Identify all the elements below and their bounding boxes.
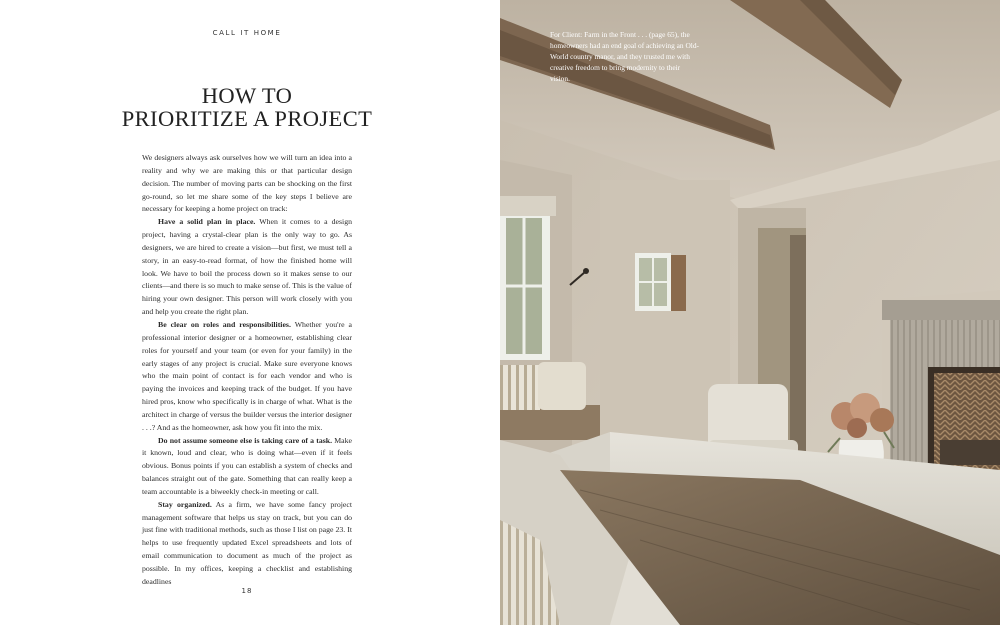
- window-seat: [500, 405, 600, 440]
- mantel: [882, 300, 1000, 320]
- intro-paragraph: We designers always ask ourselves how we will turn an idea into a reality and why we are making this or that particular design decision. The number of moving parts can be shocking on the first go-round, so let me share some of the key steps I believe are necessary for keeping a home project on track:: [142, 153, 352, 214]
- interior-photo: [500, 0, 1000, 625]
- interior-illustration: [500, 0, 1000, 625]
- page-number: 18: [241, 587, 253, 595]
- body-text: [142, 152, 352, 589]
- run-in-heading: Have a solid plan in place.: [158, 217, 256, 227]
- chapter-title: [0, 84, 494, 130]
- paragraph-organized: [142, 499, 352, 589]
- paragraph-text: Make it known, loud and clear, who is doing what—even if it feels obvious. Bonus points if you can establish a system of checks and balances straight out of the gate. Something that can really keep a team accountable is a biweekly check-in meeting or call.: [142, 435, 352, 496]
- roman-shade: [500, 196, 556, 216]
- paragraph-assume: [142, 435, 352, 499]
- paragraph-text: As a firm, we have some fancy project management software that helps us stay on track, but you can do just fine with traditional methods, such as those I list on page 23. It helps to use frequently updated Excel spreadsheets and lots of email communication to document as much of the project as possible. In my offices, keeping a checklist and establishing deadlines: [142, 499, 352, 586]
- title-line-2: PRIORITIZE A PROJECT: [121, 106, 373, 131]
- run-in-heading: Do not assume someone else is taking care of a task.: [158, 435, 333, 445]
- pillow-striped: [500, 365, 540, 410]
- title-line-1: HOW TO: [201, 83, 293, 108]
- shutter: [671, 255, 686, 311]
- firewood: [940, 440, 1000, 465]
- paragraph-roles: [142, 319, 352, 435]
- running-head: CALL IT HOME: [212, 29, 282, 37]
- paragraph-text: When it comes to a design project, having a crystal-clear plan is the only way to go. As designers, we are hired to create a vision—but first, we must tell a story, in an easy-to-read format, of how the finished home will look. We have to boil the process down so it makes sense to our clients—and there is so much to make sense of. This is the value of hiring your own designer. This person will work closely with you and help you create the right plan.: [142, 217, 352, 317]
- paragraph-solid-plan: [142, 216, 352, 319]
- run-in-heading: Be clear on roles and responsibilities.: [158, 319, 291, 329]
- run-in-heading: Stay organized.: [158, 499, 212, 509]
- paragraph-text: Whether you're a professional interior designer or a homeowner, establishing clear roles for yourself and your team (or even for your family) in the early stages of any project is crucial. Make sure everyone knows who the main point of contact is for each vendor and who is paying the invoices and keeping track of the budget. If you have hired pros, know who specifically is in charge of what. What is the architect in charge of versus the builder versus the interior designer . . .? And as the homeowner, ask how you fit into the mix.: [142, 319, 352, 432]
- photo-caption: For Client: Farm in the Front . . . (page 65), the homeowners had an end goal of achieving an Old-World country manor, and they trusted me with creative freedom to bring modernity to their vision.: [550, 30, 699, 83]
- pillow-cream: [538, 362, 586, 410]
